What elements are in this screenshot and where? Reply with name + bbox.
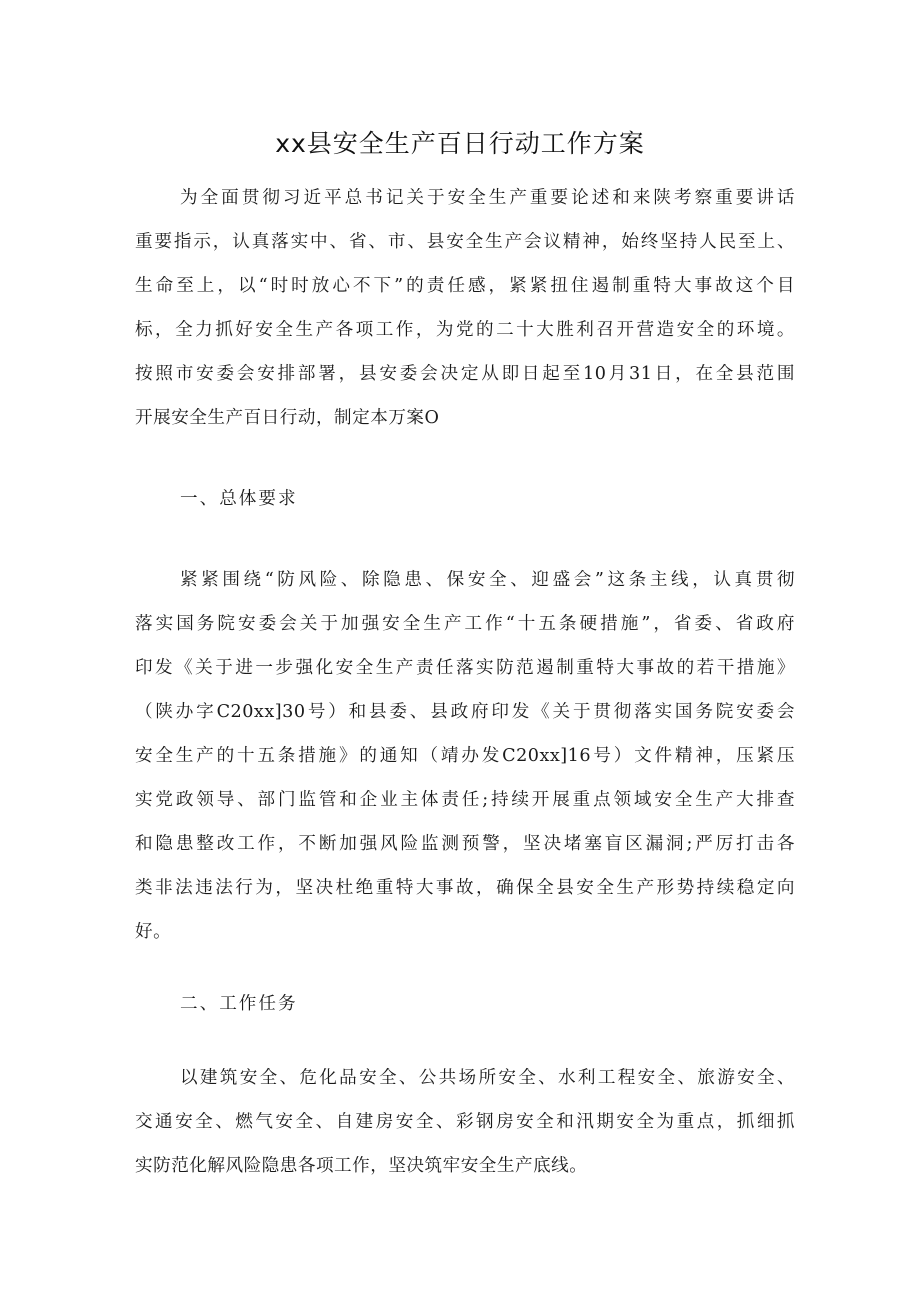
intro-line-3: 生命至上，以“时时放心不下”的责任感，紧紧扭住遏制重特大事故这个目 xyxy=(135,276,795,296)
section2-line-1: 以建筑安全、危化品安全、公共场所安全、水利工程安全、旅游安全、 xyxy=(180,1068,795,1088)
section-heading-general-requirements: 一、总体要求 xyxy=(180,489,298,509)
section1-line-1: 紧紧围绕“防风险、除隐患、保安全、迎盛会”这条主线，认真贯彻 xyxy=(180,570,795,590)
section2-line-2: 交通安全、燃气安全、自建房安全、彩钢房安全和汛期安全为重点，抓细抓 xyxy=(135,1112,795,1132)
section1-line-3: 印发《关于进一步强化安全生产责任落实防范遏制重特大事故的若干措施》 xyxy=(135,658,795,678)
section1-line-4: （陕办字C20xx]30号）和县委、县政府印发《关于贯彻落实国务院安委会 xyxy=(135,702,795,722)
section1-line-6: 实党政领导、部门监管和企业主体责任;持续开展重点领域安全生产大排查 xyxy=(135,790,795,810)
intro-line-4: 标，全力抓好安全生产各项工作，为党的二十大胜利召开营造安全的环境。 xyxy=(135,320,795,340)
intro-line-2: 重要指示，认真落实中、省、市、县安全生产会议精神，始终坚持人民至上、 xyxy=(135,232,795,252)
intro-line-1: 为全面贯彻习近平总书记关于安全生产重要论述和来陕考察重要讲话 xyxy=(180,188,795,208)
section2-line-3: 实防范化解风险隐患各项工作，坚决筑牢安全生产底线。 xyxy=(135,1156,588,1176)
section1-line-8: 类非法违法行为，坚决杜绝重特大事故，确保全县安全生产形势持续稳定向 xyxy=(135,878,795,898)
document-title: xx县安全生产百日行动工作方案 xyxy=(275,129,645,158)
intro-line-5: 按照市安委会安排部署，县安委会决定从即日起至10月31日，在全县范围 xyxy=(135,364,795,384)
section1-line-2: 落实国务院安委会关于加强安全生产工作“十五条硬措施”，省委、省政府 xyxy=(135,614,795,634)
section1-line-9: 好。 xyxy=(135,922,172,942)
section1-line-5: 安全生产的十五条措施》的通知（靖办发C20xx]16号）文件精神，压紧压 xyxy=(135,746,795,766)
section-heading-work-tasks: 二、工作任务 xyxy=(180,994,298,1014)
intro-line-6: 开展安全生产百日行动，制定本万案O xyxy=(135,408,440,428)
section1-line-7: 和隐患整改工作，不断加强风险监测预警，坚决堵塞盲区漏洞;严厉打击各 xyxy=(135,834,795,854)
